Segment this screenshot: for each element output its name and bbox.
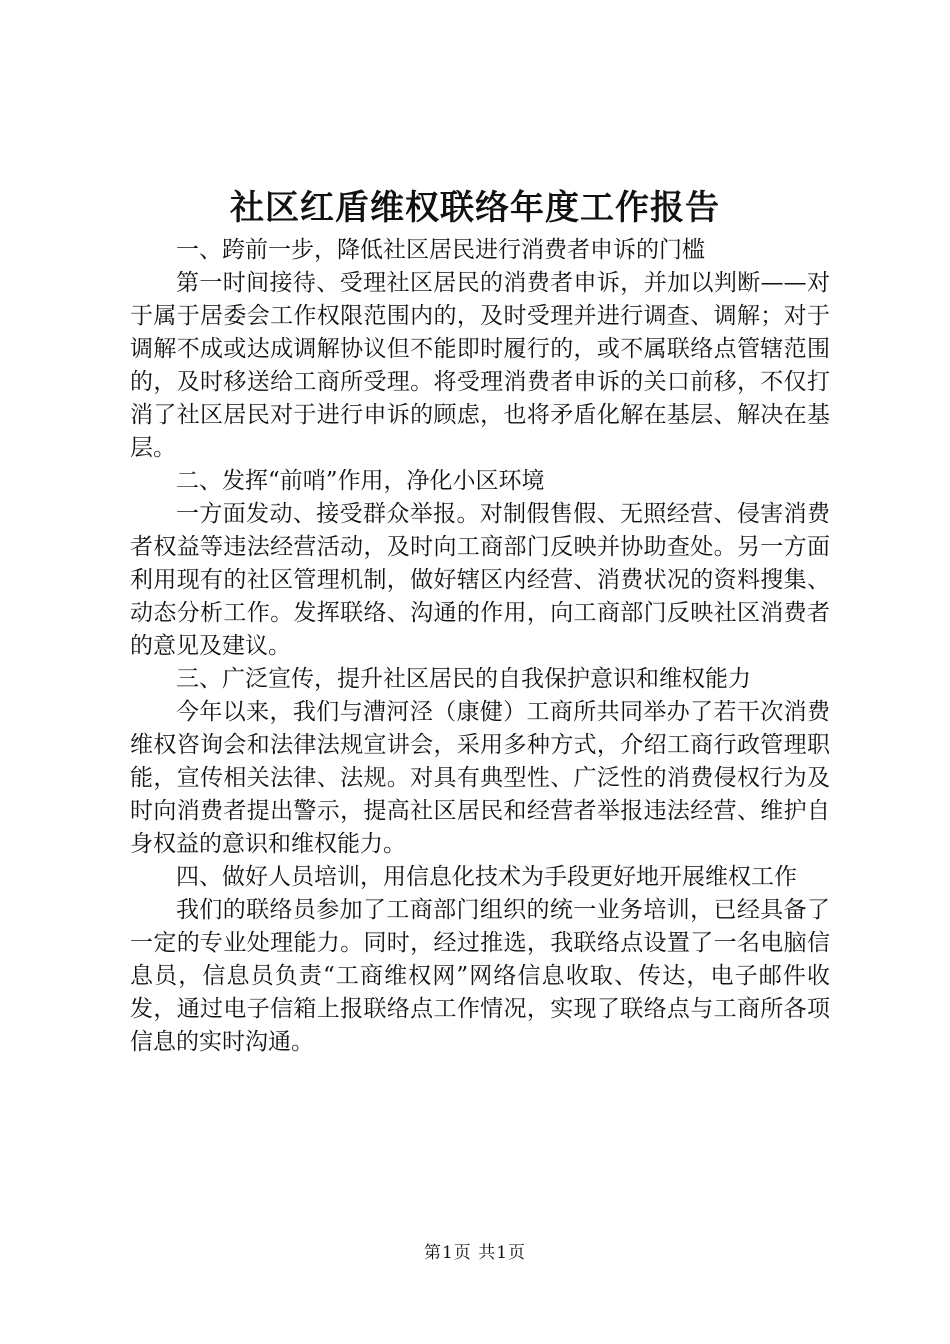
section-paragraph-2: 一方面发动、接受群众举报。对制假售假、无照经营、侵害消费者权益等违法经营活动，及时向工商部门反映并协助查处。另一方面利用现有的社区管理机制，做好辖区内经营、消费状况的资料搜集、动态分析工作。发挥联络、沟通的作用，向工商部门反映社区消费者的意见及建议。 xyxy=(130,501,830,659)
document-body xyxy=(130,234,830,1059)
page-number-footer: 第1页 共1页 xyxy=(423,1243,527,1263)
section-heading-2: 二、发挥“前哨”作用，净化小区环境 xyxy=(176,468,545,494)
section-paragraph-4: 我们的联络员参加了工商部门组织的统一业务培训，已经具备了一定的专业处理能力。同时，经过推选，我联络点设置了一名电脑信息员，信息员负责“工商维权网”网络信息收取、传达，电子邮件收发，通过电子信箱上报联络点工作情况，实现了联络点与工商所各项信息的实时沟通。 xyxy=(130,897,830,1055)
section-paragraph-3: 今年以来，我们与漕河泾（康健）工商所共同举办了若干次消费维权咨询会和法律法规宣讲会，采用多种方式，介绍工商行政管理职能，宣传相关法律、法规。对具有典型性、广泛性的消费侵权行为及时向消费者提出警示，提高社区居民和经营者举报违法经营、维护自身权益的意识和维权能力。 xyxy=(130,699,830,857)
section-paragraph-1: 第一时间接待、受理社区居民的消费者申诉，并加以判断——对于属于居委会工作权限范围内的，及时受理并进行调查、调解；对于调解不成或达成调解协议但不能即时履行的，或不属联络点管辖范围的，及时移送给工商所受理。将受理消费者申诉的关口前移，不仅打消了社区居民对于进行申诉的顾虑，也将矛盾化解在基层、解决在基层。 xyxy=(130,270,830,461)
section-heading-4: 四、做好人员培训，用信息化技术为手段更好地开展维权工作 xyxy=(176,864,797,890)
section-heading-1: 一、跨前一步，降低社区居民进行消费者申诉的门槛 xyxy=(176,237,705,263)
document-title: 社区红盾维权联络年度工作报告 xyxy=(230,188,720,228)
section-heading-3: 三、广泛宣传，提升社区居民的自我保护意识和维权能力 xyxy=(176,666,751,692)
